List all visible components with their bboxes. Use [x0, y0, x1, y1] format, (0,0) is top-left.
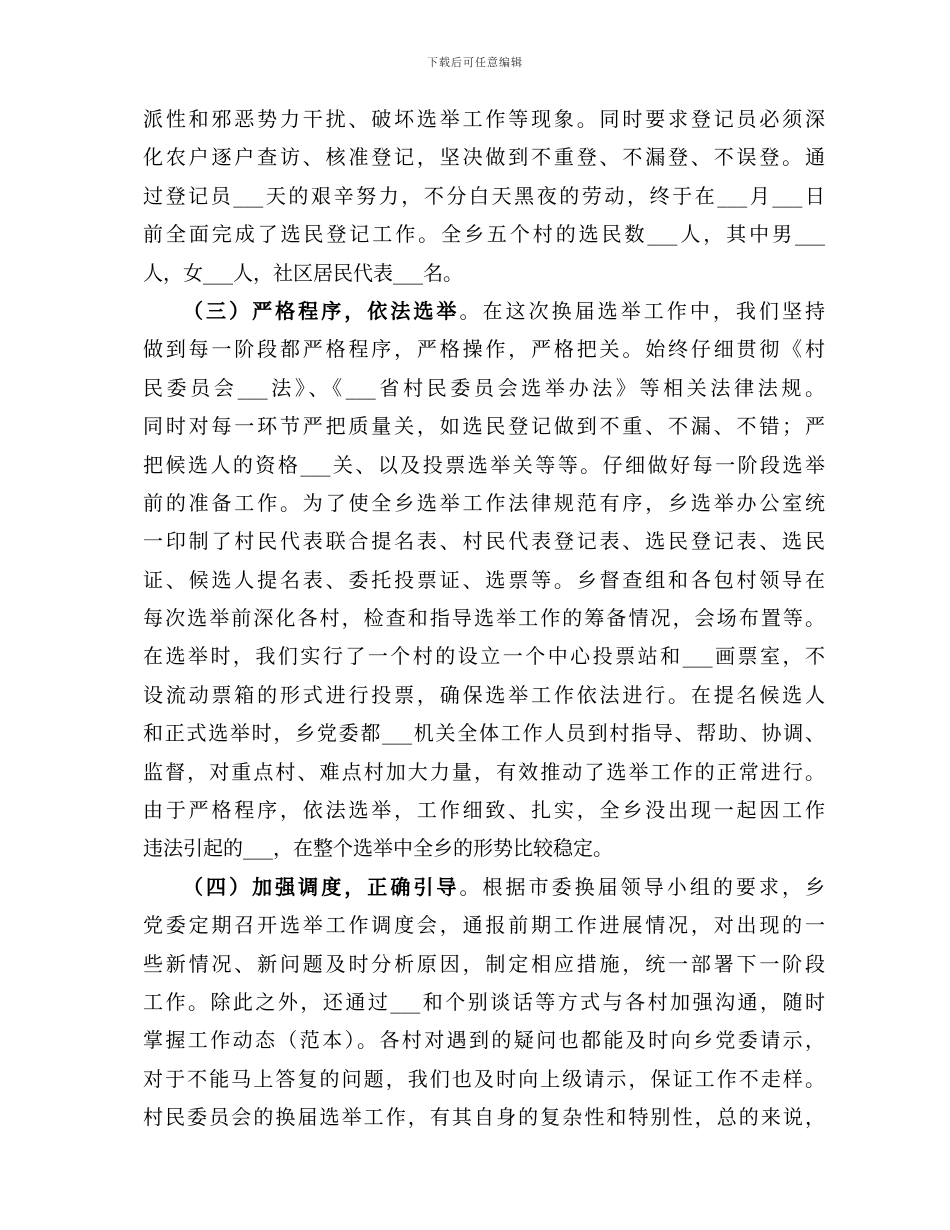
- text-line: 过登记员___天的艰辛努力，不分白天黑夜的劳动，终于在___月___日: [143, 183, 825, 208]
- text-line: 证、候选人提名表、委托投票证、选票等。乡督查组和各包村领导在: [143, 567, 825, 592]
- text-line: 同时对每一环节严把质量关，如选民登记做到不重、不漏、不错；严: [143, 414, 825, 439]
- paragraph-strict-procedure: [143, 292, 825, 868]
- text-line: 设流动票箱的形式进行投票，确保选举工作依法进行。在提名候选人: [143, 682, 825, 707]
- text-line: 和正式选举时，乡党委都___机关全体工作人员到村指导、帮助、协调、: [143, 721, 825, 746]
- text-line: 违法引起的___，在整个选举中全乡的形势比较稳定。: [143, 836, 613, 861]
- text-line: 村民委员会的换届选举工作，有其自身的复杂性和特别性，总的来说，: [143, 1105, 825, 1130]
- text-line: 派性和邪恶势力干扰、破坏选举工作等现象。同时要求登记员必须深: [143, 107, 825, 131]
- text-line: 每次选举前深化各村，检查和指导选举工作的筹备情况，会场布置等。: [143, 606, 825, 631]
- text-span: 。在这次换届选举工作中，我们坚持: [459, 298, 826, 323]
- text-line: 对于不能马上答复的问题，我们也及时向上级请示，保证工作不走样。: [143, 1066, 825, 1091]
- section-heading: （三）严格程序，依法选举: [183, 298, 460, 323]
- text-line: 党委定期召开选举工作调度会，通报前期工作进展情况，对出现的一: [143, 913, 825, 938]
- paragraph-voter-registration: [143, 100, 825, 292]
- paragraph-scheduling-guidance: [143, 868, 825, 1137]
- text-line: 些新情况、新问题及时分析原因，制定相应措施，统一部署下一阶段: [143, 951, 825, 976]
- text-line: 一印制了村民代表联合提名表、村民代表登记表、选民登记表、选民: [143, 529, 825, 554]
- text-line: 由于严格程序，依法选举，工作细致、扎实，全乡没出现一起因工作: [143, 798, 825, 823]
- text-span: 。根据市委换届领导小组的要求，乡: [459, 874, 826, 899]
- text-line: 掌握工作动态（范本）。各村对遇到的疑问也都能及时向乡党委请示，: [143, 1028, 825, 1053]
- text-line: 做到每一阶段都严格程序，严格操作，严格把关。始终仔细贯彻《村: [143, 337, 825, 362]
- text-line: 工作。除此之外，还通过___和个别谈话等方式与各村加强沟通，随时: [143, 989, 825, 1014]
- text-line: 把候选人的资格___关、以及投票选举关等等。仔细做好每一阶段选举: [143, 452, 825, 477]
- text-line: 在选举时，我们实行了一个村的设立一个中心投票站和___画票室，不: [143, 644, 825, 669]
- document-body: [143, 100, 825, 1137]
- text-line: 监督，对重点村、难点村加大力量，有效推动了选举工作的正常进行。: [143, 759, 825, 784]
- text-line: 化农户逐户查访、核准登记，坚决做到不重登、不漏登、不误登。通: [143, 145, 825, 170]
- text-line: 前的准备工作。为了使全乡选举工作法律规范有序，乡选举办公室统: [143, 490, 825, 515]
- text-line: 前全面完成了选民登记工作。全乡五个村的选民数___人，其中男___: [143, 222, 825, 247]
- section-heading: （四）加强调度，正确引导: [183, 874, 460, 899]
- text-line: 人，女___人，社区居民代表___名。: [143, 260, 463, 285]
- text-line: [143, 292, 825, 330]
- text-line: 民委员会___法》、《___省村民委员会选举办法》等相关法律法规。: [143, 375, 825, 400]
- page-header: 下载后可任意编辑: [427, 56, 523, 69]
- text-line: [143, 868, 825, 906]
